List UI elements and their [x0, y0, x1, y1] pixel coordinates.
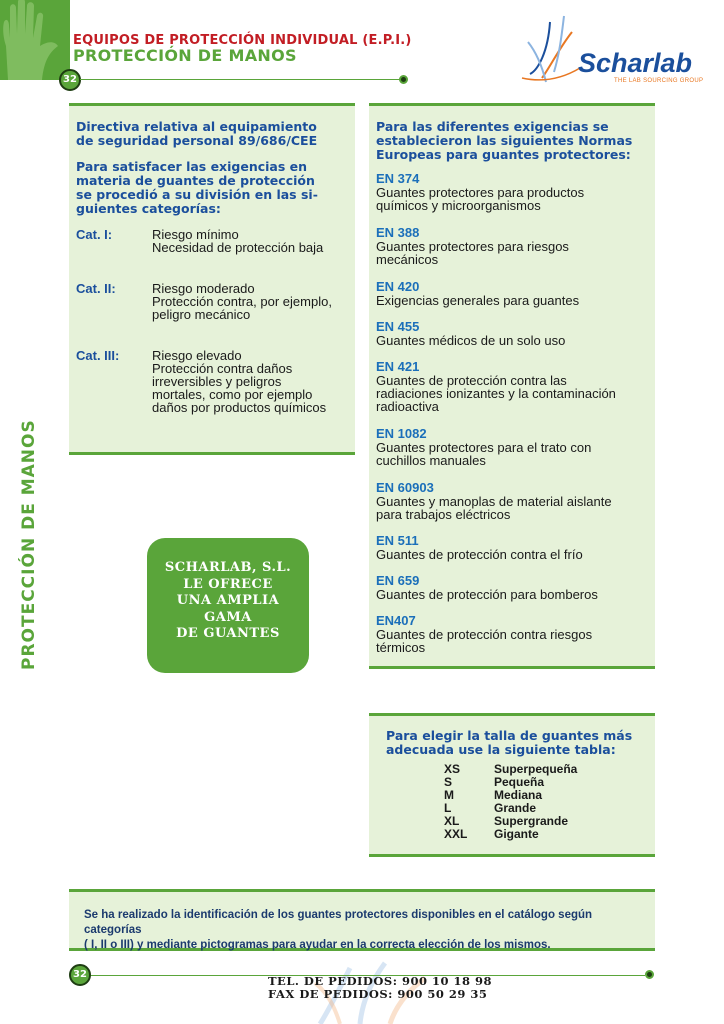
size-code: S: [444, 775, 453, 789]
callout-line: LE OFRECE: [183, 576, 273, 592]
heading-line: guientes categorías:: [76, 201, 221, 216]
footer-rule-dot: [645, 970, 654, 979]
norm-item: [376, 481, 651, 521]
category-description: [152, 282, 332, 321]
norm-item: [376, 320, 651, 347]
norm-text: Guantes protectores para el trato con: [376, 440, 592, 455]
text-line: Riesgo mínimo: [152, 227, 239, 242]
heading-line: se procedió a su división en las si-: [76, 187, 318, 202]
heading-line: Europeas para guantes protectores:: [376, 147, 631, 162]
text-line: Protección contra, por ejemplo,: [152, 294, 332, 309]
norm-code: EN 388: [376, 225, 420, 240]
categories-intro: [76, 160, 318, 216]
order-phone: TEL. DE PEDIDOS: 900 10 18 98: [268, 974, 492, 988]
norm-text: Exigencias generales para guantes: [376, 293, 580, 308]
identification-note: [84, 908, 644, 953]
heading-line: Para las diferentes exigencias se: [376, 119, 609, 134]
glove-size-panel: [369, 713, 655, 857]
callout-line: SCHARLAB, S.L.: [164, 560, 292, 575]
heading-line: Para satisfacer las exigencias en: [76, 159, 308, 174]
norm-text: para trabajos eléctricos: [376, 507, 511, 522]
size-code: XS: [444, 762, 461, 776]
glove-corner-graphic: [0, 0, 70, 80]
size-name: Grande: [494, 801, 537, 815]
norm-text: térmicos: [376, 640, 426, 655]
norm-code: EN 421: [376, 359, 420, 374]
norm-item: [376, 614, 651, 654]
order-fax: FAX DE PEDIDOS: 900 50 29 35: [268, 987, 488, 1001]
size-name: Gigante: [494, 827, 539, 841]
norm-text: Guantes de protección contra riesgos: [376, 627, 593, 642]
text-line: daños por productos químicos: [152, 400, 327, 415]
text-line: mortales, como por ejemplo: [152, 387, 313, 402]
page-number-badge: 32: [59, 69, 81, 91]
header-rule-dot: [399, 75, 408, 84]
text-line: Riesgo elevado: [152, 348, 242, 363]
size-name: Pequeña: [494, 775, 545, 789]
text-line: peligro mecánico: [152, 307, 251, 322]
category-label: Cat. I:: [76, 227, 113, 242]
norm-text: Guantes médicos de un solo uso: [376, 333, 566, 348]
heading-line: Directiva relativa al equipamiento: [76, 119, 317, 134]
norm-code: EN407: [376, 613, 416, 628]
norm-code: EN 659: [376, 573, 420, 588]
size-name: Superpequeña: [494, 762, 578, 776]
logo-tagline: THE LAB SOURCING GROUP: [614, 78, 704, 84]
heading-line: de seguridad personal 89/686/CEE: [76, 133, 318, 148]
section-subtitle: EQUIPOS DE PROTECCIÓN INDIVIDUAL (E.P.I.): [73, 33, 412, 48]
norm-item: [376, 360, 651, 413]
norm-code: EN 420: [376, 279, 420, 294]
norms-panel: [369, 103, 655, 669]
size-name: Mediana: [494, 788, 543, 802]
heading-line: Para elegir la talla de guantes más: [386, 728, 633, 743]
norm-item: [376, 534, 651, 561]
callout-line: UNA AMPLIA: [176, 593, 280, 608]
norm-text: Guantes protectores para riesgos: [376, 239, 569, 254]
text-line: Necesidad de protección baja: [152, 240, 324, 255]
norm-text: radioactiva: [376, 399, 439, 414]
norm-text: radiaciones ionizantes y la contaminación: [376, 386, 616, 401]
identification-note-panel: [69, 889, 655, 951]
norm-item: [376, 427, 651, 467]
callout-line: GAMA: [204, 609, 252, 625]
norm-code: EN 1082: [376, 426, 427, 441]
size-heading: [386, 729, 632, 757]
norm-text: Guantes de protección contra el frío: [376, 547, 583, 562]
norm-text: cuchillos manuales: [376, 453, 486, 468]
norm-text: Guantes de protección contra las: [376, 373, 567, 388]
category-description: [152, 228, 323, 254]
norm-code: EN 511: [376, 533, 419, 548]
norm-text: mecánicos: [376, 252, 439, 267]
note-line: Se ha realizado la identificación de los guantes protectores disponibles en el catálogo según categorías: [84, 909, 593, 936]
heading-line: establecieron las siguientes Normas: [376, 133, 633, 148]
norm-text: Guantes y manoplas de material aislante: [376, 494, 612, 509]
category-label: Cat. III:: [76, 348, 120, 363]
norm-item: [376, 280, 651, 307]
callout-line: DE GUANTES: [176, 626, 280, 641]
glove-icon: [0, 0, 70, 80]
norm-code: EN 374: [376, 171, 420, 186]
scharlab-callout: [147, 538, 309, 673]
norm-code: EN 455: [376, 319, 420, 334]
header-rule: [80, 79, 402, 80]
category-description: [152, 349, 326, 414]
norms-heading: [376, 120, 632, 162]
heading-line: materia de guantes de protección: [76, 173, 315, 188]
directive-panel: [69, 103, 355, 455]
norm-text: químicos y microorganismos: [376, 198, 541, 213]
heading-line: adecuada use la siguiente tabla:: [386, 742, 616, 757]
size-code: M: [444, 788, 454, 802]
norm-item: [376, 574, 651, 601]
norm-text: Guantes protectores para productos: [376, 185, 585, 200]
scharlab-logo: [520, 12, 710, 92]
size-code: XL: [444, 814, 460, 828]
norm-item: [376, 226, 651, 266]
page-title: PROTECCIÓN DE MANOS: [73, 46, 297, 65]
note-line: ( I, II o III) y mediante pictogramas para ayudar en la correcta elección de los mismos.: [84, 939, 551, 951]
size-name: Supergrande: [494, 814, 569, 828]
text-line: Riesgo moderado: [152, 281, 255, 296]
norm-code: EN 60903: [376, 480, 434, 495]
size-row: [444, 828, 539, 841]
size-code: L: [444, 801, 452, 815]
footer-page-number-badge: 32: [69, 964, 91, 986]
text-line: Protección contra daños: [152, 361, 293, 376]
norm-item: [376, 172, 651, 212]
side-section-title: PROTECCIÓN DE MANOS: [19, 419, 39, 670]
text-line: irreversibles y peligros: [152, 374, 282, 389]
order-contact: [268, 975, 492, 1001]
logo-name: Scharlab: [578, 48, 693, 78]
category-label: Cat. II:: [76, 281, 116, 296]
norm-text: Guantes de protección para bomberos: [376, 587, 598, 602]
directive-heading: [76, 120, 317, 148]
size-code: XXL: [444, 827, 468, 841]
